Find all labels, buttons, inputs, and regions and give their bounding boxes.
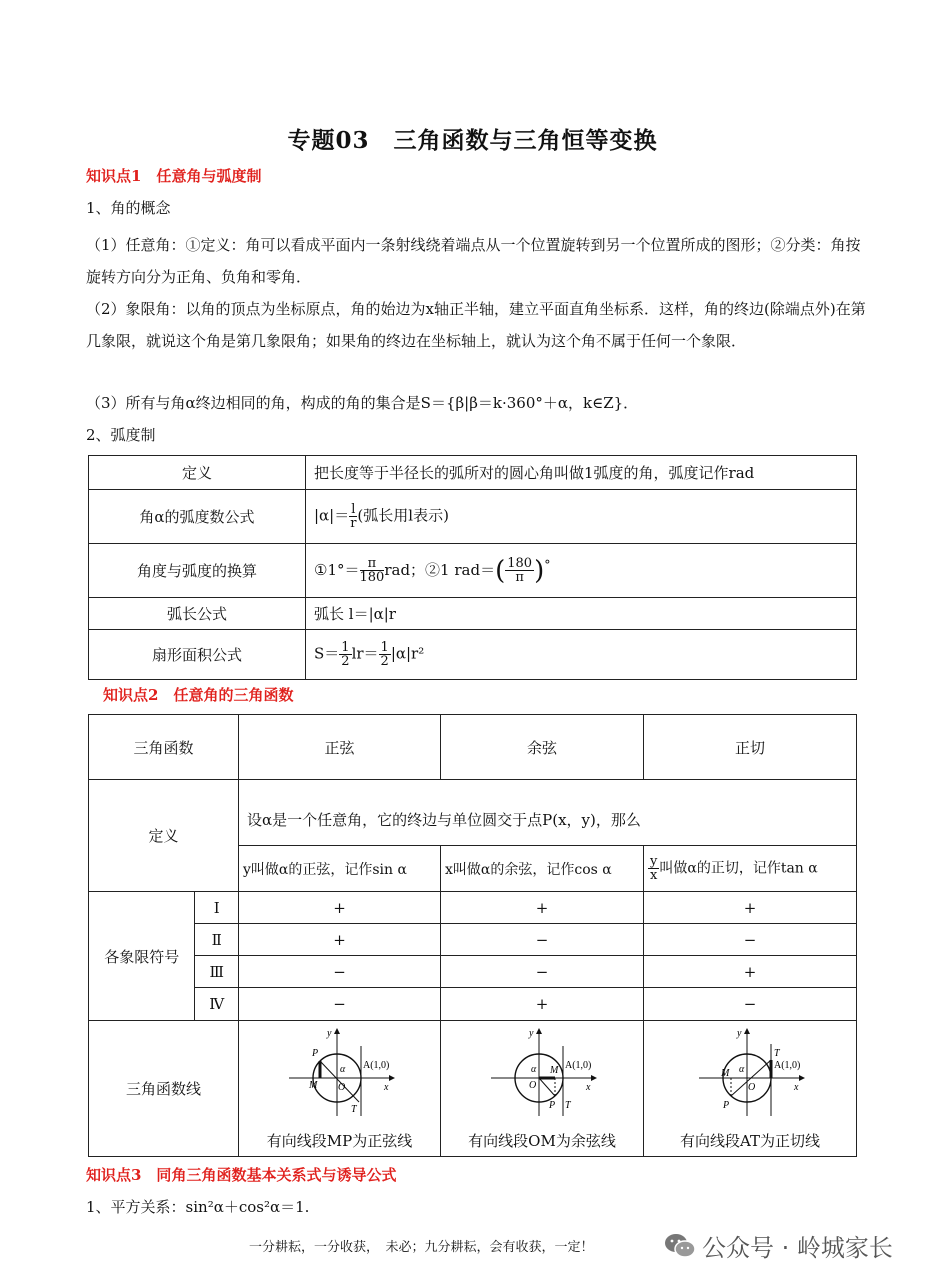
point-label: O: [337, 1082, 345, 1093]
angle-label: α: [531, 1064, 537, 1075]
paragraph-quadrant-angle: （2）象限角：以角的顶点为坐标原点，角的始边为x轴正半轴，建立平面直角坐标系．这样，角的终边(除端点外)在第几象限，就说这个角是第几象限角；如果角的终边在坐标轴上，就认为这个角不属于任何一个象限．: [86, 300, 866, 350]
definition-text: 设α是一个任意角，它的终边与单位圆交于点P(x，y)，那么: [239, 780, 857, 846]
axis-label: x: [586, 1082, 591, 1093]
numerator: 1: [341, 640, 350, 655]
denominator: 2: [341, 654, 350, 669]
row-value: [306, 630, 857, 680]
sign-cell: +: [239, 892, 441, 924]
formula-middle: rad；②1 rad＝: [384, 560, 496, 579]
caption: 有向线段MP为正弦线: [266, 1132, 413, 1150]
denominator: r: [350, 516, 357, 531]
header-cell: 三角函数: [89, 715, 239, 780]
point-label: A(1,0): [565, 1060, 592, 1071]
table-row: [89, 988, 857, 1021]
fraction: [339, 641, 351, 668]
axis-label: y: [737, 1028, 742, 1039]
tangent-line-diagram: [695, 1026, 805, 1118]
numerator: 1: [380, 640, 389, 655]
trig-line-label: 三角函数线: [89, 1021, 239, 1157]
quadrant-label: Ⅱ: [195, 924, 239, 956]
row-value: 把长度等于半径长的弧所对的圆心角叫做1弧度的角，弧度记作rad: [306, 456, 857, 490]
formula-prefix: |α|＝: [314, 506, 350, 525]
point-label: M: [721, 1068, 730, 1079]
page-title: 专题03 三角函数与三角恒等变换: [287, 127, 658, 154]
axis-label: x: [383, 1082, 388, 1093]
tan-definition-text: 叫做α的正切，记作tan α: [659, 860, 818, 877]
angle-label: α: [739, 1064, 745, 1075]
sign-label: 各象限符号: [89, 892, 195, 1021]
section-heading-1: 知识点1 任意角与弧度制: [86, 167, 262, 185]
row-key: 定义: [89, 456, 306, 490]
point-label: P: [723, 1100, 730, 1111]
table-row: [89, 892, 857, 924]
header-cell: 余弦: [441, 715, 644, 780]
point-label: T: [350, 1104, 357, 1115]
watermark: [664, 1228, 893, 1263]
point-label: A(1,0): [362, 1060, 389, 1071]
table-row: [89, 544, 857, 598]
numerator: 180: [507, 556, 533, 571]
quadrant-label: Ⅰ: [195, 892, 239, 924]
denominator: x: [650, 868, 658, 883]
fraction: [505, 557, 534, 584]
quadrant-label: Ⅲ: [195, 956, 239, 988]
subheading-radian: 2、弧度制: [86, 426, 156, 444]
point-label: P: [549, 1100, 556, 1111]
tangent-line-cell: [644, 1021, 857, 1157]
table-row: [89, 956, 857, 988]
formula-prefix: S＝: [314, 644, 340, 663]
sign-cell: −: [644, 988, 857, 1021]
denominator: 2: [380, 654, 389, 669]
point-label: T: [774, 1048, 780, 1059]
footer-motto: 一分耕耘，一分收获， 未必；九分耕耘，会有收获，一定！: [249, 1240, 594, 1255]
section-heading-3: 知识点3 同角三角函数基本关系式与诱导公式: [86, 1166, 397, 1184]
denominator: 180: [359, 570, 385, 585]
table-row: [89, 456, 857, 490]
fraction: [648, 855, 659, 882]
axis-label: y: [529, 1028, 534, 1039]
table-row: [89, 630, 857, 680]
sign-cell: +: [644, 956, 857, 988]
point-label: O: [748, 1082, 756, 1093]
sign-cell: −: [441, 924, 644, 956]
row-key: 角度与弧度的换算: [89, 544, 306, 598]
table-row: [89, 715, 857, 780]
definition-label: 定义: [89, 780, 239, 892]
point-label: M: [308, 1080, 317, 1091]
table-row: [89, 598, 857, 630]
caption: 有向线段OM为余弦线: [468, 1132, 616, 1150]
numerator: l: [351, 502, 356, 517]
point-label: M: [550, 1065, 559, 1076]
axis-label: x: [794, 1082, 799, 1093]
cosine-line-cell: [441, 1021, 644, 1157]
header-cell: 正切: [644, 715, 857, 780]
numerator: π: [360, 557, 385, 571]
paragraph-coterminal-set: （3）所有与角α终边相同的角，构成的角的集合是S＝{β|β＝k·360°＋α，k∈Z}．: [86, 394, 639, 412]
row-key: 角α的弧度数公式: [89, 490, 306, 544]
header-cell: 正弦: [239, 715, 441, 780]
radian-table: [88, 455, 857, 680]
point-label: O: [529, 1080, 537, 1091]
axis-label: y: [326, 1028, 331, 1039]
row-value: 弧长 l＝|α|r: [306, 598, 857, 630]
caption: 有向线段AT为正切线: [679, 1132, 821, 1150]
paragraph-square-relation: 1、平方关系：sin²α＋cos²α＝1.: [86, 1198, 310, 1216]
table-row: [89, 780, 857, 846]
tan-definition: [644, 846, 857, 892]
right-paren: ): [534, 555, 545, 586]
formula-prefix: ①1°＝: [314, 560, 360, 579]
row-value: [306, 490, 857, 544]
left-paren: (: [495, 555, 506, 586]
table-row: [89, 1021, 857, 1157]
fraction: [360, 557, 385, 584]
table-row: [89, 924, 857, 956]
angle-label: α: [339, 1064, 345, 1075]
cosine-line-diagram: [487, 1026, 597, 1118]
sign-cell: −: [239, 956, 441, 988]
wechat-icon: [664, 1232, 696, 1260]
sign-cell: −: [441, 956, 644, 988]
subheading-angle-concept: 1、角的概念: [86, 199, 171, 217]
point-label: P: [311, 1048, 318, 1059]
point-label: A(1,0): [774, 1060, 801, 1071]
formula-suffix: °: [544, 556, 551, 572]
trig-table: [88, 714, 857, 1157]
quadrant-label: Ⅳ: [195, 988, 239, 1021]
fraction: [379, 641, 391, 668]
sign-cell: −: [239, 988, 441, 1021]
watermark-text: 公众号 · 岭城家长: [702, 1234, 893, 1262]
sign-cell: −: [644, 924, 857, 956]
sign-cell: +: [441, 892, 644, 924]
point-label: T: [565, 1100, 571, 1111]
cos-definition: x叫做α的余弦，记作cos α: [441, 846, 644, 892]
paragraph-arbitrary-angle: （1）任意角：①定义：角可以看成平面内一条射线绕着端点从一个位置旋转到另一个位置所成的图形；②分类：角按旋转方向分为正角、负角和零角．: [86, 236, 861, 286]
sign-cell: +: [644, 892, 857, 924]
row-value: [306, 544, 857, 598]
row-key: 弧长公式: [89, 598, 306, 630]
section-heading-2: 知识点2 任意角的三角函数: [103, 686, 294, 704]
sign-cell: +: [239, 924, 441, 956]
sine-line-cell: [239, 1021, 441, 1157]
formula-suffix: (弧长用l表示): [357, 506, 449, 525]
table-row: [89, 490, 857, 544]
sign-cell: +: [441, 988, 644, 1021]
formula-suffix: |α|r²: [390, 644, 425, 663]
sin-definition: y叫做α的正弦，记作sin α: [239, 846, 441, 892]
denominator: π: [515, 570, 524, 585]
sine-line-diagram: [285, 1026, 395, 1118]
numerator: y: [650, 854, 658, 869]
row-key: 扇形面积公式: [89, 630, 306, 680]
formula-middle: lr＝: [351, 644, 379, 663]
